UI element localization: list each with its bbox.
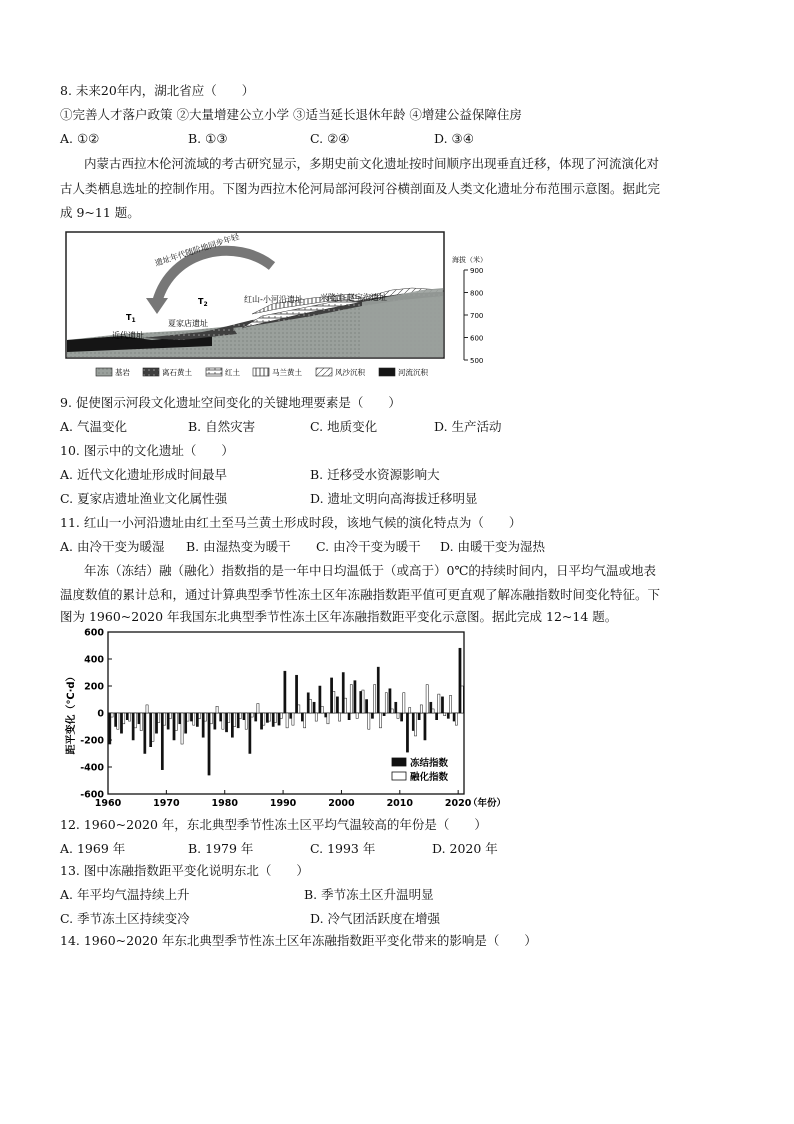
legend-label: 基岩: [115, 368, 130, 377]
altitude-ticks: [464, 267, 483, 365]
freeze-index-bar: [249, 713, 251, 754]
legend-swatch: [143, 368, 159, 376]
q13-option-a: A. 年平均气温持续上升: [60, 887, 190, 902]
x-tick-label: 1990: [269, 798, 297, 809]
freeze-index-bar: [266, 713, 268, 722]
y-tick-label: -200: [80, 735, 104, 747]
thaw-index-bar: [198, 713, 200, 718]
legend-swatch: [206, 368, 222, 376]
thaw-index-bar: [368, 713, 370, 729]
freeze-index-bar: [220, 713, 222, 721]
thaw-index-bar: [339, 713, 341, 721]
thaw-index-bar: [268, 713, 270, 721]
thaw-index-bar: [280, 713, 282, 718]
freeze-index-bar: [395, 702, 397, 713]
freeze-index-bar: [284, 671, 286, 713]
thaw-index-bar: [158, 713, 160, 722]
thaw-index-bar: [163, 713, 165, 725]
freeze-index-bar: [109, 713, 111, 744]
passage1-line2: 古人类栖息选址的控制作用。下图为西拉木伦河局部河段河谷横剖面及人类文化遗址分布范围示意图。据此完: [60, 181, 661, 196]
q8-stem: 8. 未来20年内，湖北省应（ ）: [60, 83, 255, 98]
thaw-index-bar: [257, 704, 259, 713]
y-tick-label: 0: [97, 708, 104, 720]
thaw-index-bar: [374, 685, 376, 713]
altitude-axis-title: 海拔（米）: [452, 256, 487, 264]
thaw-index-bar: [146, 705, 148, 713]
thaw-index-bar: [169, 713, 171, 718]
q13-option-d: D. 冷气团活跃度在增强: [310, 911, 441, 926]
thaw-index-bar: [111, 713, 113, 717]
freeze-index-bar: [278, 713, 280, 725]
thaw-index-bar: [304, 713, 306, 728]
q8-option-a: A. ①②: [60, 131, 100, 146]
thaw-index-bar: [117, 713, 119, 729]
thaw-index-bar: [327, 713, 329, 724]
q9-option-a: A. 气温变化: [60, 419, 127, 434]
chart-legend-label: 融化指数: [410, 772, 449, 783]
freeze-index-bar: [371, 713, 373, 718]
passage2-line2: 温度数值的累计总和，通过计算典型季节性冻土区年冻融指数距平值可更直观了解冻融指数时间变化特征。下: [60, 587, 661, 602]
freeze-index-bar: [383, 713, 385, 716]
x-tick-label: 1970: [153, 798, 180, 809]
y-tick-label: 600: [84, 627, 104, 639]
thaw-index-bar: [432, 709, 434, 713]
freeze-index-bar: [155, 713, 157, 733]
x-tick-label: 1980: [211, 798, 238, 809]
legend-swatch: [379, 368, 395, 376]
legend-swatch: [316, 368, 332, 376]
freeze-index-bar: [330, 678, 332, 713]
freeze-index-bar: [138, 713, 140, 724]
passage1-line1: 内蒙古西拉木伦河流域的考古研究显示，多期史前文化遗址按时间顺序出现垂直迁移，体现了河流演化对: [84, 156, 660, 171]
q9-option-c: C. 地质变化: [310, 419, 378, 434]
chart-legend-swatch: [392, 758, 406, 766]
thaw-index-bar: [216, 706, 218, 713]
freeze-index-bar: [260, 713, 262, 729]
freeze-index-bar: [424, 713, 426, 740]
freeze-index-bar: [453, 713, 455, 721]
freeze-index-bar: [214, 713, 216, 729]
freeze-index-bar: [313, 702, 315, 713]
passage2-line1: 年冻（冻结）融（融化）指数指的是一年中日均温低于（或高于）0℃的持续时间内，日平均气温或地表: [84, 563, 656, 578]
thaw-index-bar: [292, 713, 294, 725]
freeze-index-bar: [126, 713, 128, 720]
y-axis-label: 距平变化（℃·d）: [66, 671, 77, 755]
legend-label: 红土: [225, 368, 240, 377]
thaw-index-bar: [315, 713, 317, 721]
thaw-index-bar: [455, 713, 457, 725]
thaw-index-bar: [333, 691, 335, 713]
freeze-index-bar: [412, 713, 414, 731]
thaw-index-bar: [134, 713, 136, 728]
freeze-index-bar: [436, 713, 438, 720]
y-tick-label: 200: [84, 681, 104, 693]
freeze-index-bar: [401, 713, 403, 721]
altitude-tick-label: 600: [470, 334, 484, 343]
xiajiadian-site-label: 夏家店遗址: [168, 319, 208, 328]
freeze-index-bar: [202, 713, 204, 737]
q12-option-c: C. 1993 年: [310, 841, 376, 856]
freeze-index-bar: [120, 713, 122, 733]
thaw-index-bar: [251, 713, 253, 717]
q12-option-d: D. 2020 年: [432, 841, 498, 856]
x-tick-label: 2010: [386, 798, 414, 809]
thaw-index-bar: [449, 695, 451, 713]
freeze-index-bar: [255, 713, 257, 721]
freeze-index-bar: [301, 713, 303, 721]
thaw-index-bar: [309, 700, 311, 714]
freeze-index-bar: [173, 713, 175, 740]
legend-label: 风沙沉积: [335, 368, 365, 377]
freeze-index-bar: [342, 673, 344, 714]
q9-option-b: B. 自然灾害: [188, 419, 256, 434]
thaw-index-bar: [175, 713, 177, 731]
freeze-index-bar: [441, 697, 443, 713]
passage2-line3: 图为 1960~2020 年我国东北典型季节性冻土区年冻融指数距平变化示意图。据此完成 12~14 题。: [60, 609, 618, 624]
x-tick-label: 2000: [328, 798, 355, 809]
thaw-index-bar: [321, 706, 323, 713]
freeze-index-bar: [360, 691, 362, 713]
freeze-index-bar: [459, 648, 461, 713]
freeze-index-bar: [307, 693, 309, 713]
thaw-index-bar: [128, 713, 130, 721]
freeze-index-bar: [196, 713, 198, 727]
freeze-index-bar: [365, 700, 367, 714]
freeze-index-bar: [167, 713, 169, 729]
terrace-t1-label: $T_1$: [126, 313, 136, 324]
chart-legend-label: 冻结指数: [410, 758, 449, 769]
thaw-index-bar: [245, 713, 247, 729]
thaw-index-bar: [385, 693, 387, 713]
q10-option-c: C. 夏家店遗址渔业文化属性强: [60, 491, 228, 506]
freeze-index-bar: [290, 713, 292, 718]
y-tick-label: 400: [84, 654, 104, 666]
thaw-index-bar: [181, 713, 183, 744]
thaw-index-bar: [420, 705, 422, 713]
x-tick-label: 1960: [94, 798, 122, 809]
q14-stem: 14. 1960~2020 年东北典型季节性冻土区年冻融指数距平变化带来的影响是（ ）: [60, 933, 537, 948]
q13-stem: 13. 图中冻融指数距平变化说明东北（ ）: [60, 863, 309, 878]
q11-option-a: A. 由冷干变为暖湿: [60, 539, 165, 554]
freeze-index-bar: [389, 689, 391, 713]
altitude-tick-label: 700: [470, 312, 484, 320]
freeze-index-bar: [179, 713, 181, 724]
freeze-index-bar: [272, 713, 274, 727]
thaw-index-bar: [344, 698, 346, 713]
freeze-index-bar: [354, 681, 356, 713]
thaw-index-bar: [461, 686, 463, 713]
thaw-index-bar: [403, 693, 405, 713]
freeze-index-bar: [243, 713, 245, 720]
q10-option-a: A. 近代文化遗址形成时间最早: [60, 467, 227, 482]
terrace-t2-label: $T_2$: [198, 297, 208, 308]
thaw-index-bar: [123, 713, 125, 724]
q9-option-d: D. 生产活动: [434, 419, 502, 434]
q10-option-b: B. 迁移受水资源影响大: [310, 467, 440, 482]
freeze-index-bar: [406, 713, 408, 752]
q10-option-d: D. 遗址文明向高海拔迁移明显: [310, 491, 478, 506]
thaw-index-bar: [239, 713, 241, 718]
hongshan-site-label: 红山-小河沿遗址: [244, 295, 303, 304]
freeze-index-bar: [231, 713, 233, 737]
legend-label: 马兰黄土: [272, 368, 302, 377]
x-axis-label: （年份）: [468, 798, 507, 809]
altitude-tick-label: 800: [470, 289, 484, 298]
q10-stem: 10. 图示中的文化遗址（ ）: [60, 443, 234, 458]
thaw-index-bar: [438, 694, 440, 713]
freeze-index-bar: [208, 713, 210, 775]
freeze-index-bar: [185, 713, 187, 733]
legend-swatch: [253, 368, 269, 376]
thaw-index-bar: [286, 713, 288, 728]
y-tick-label: -600: [80, 789, 104, 801]
altitude-tick-label: 500: [470, 357, 484, 365]
freeze-index-bar: [377, 667, 379, 713]
xinglongwa-site-label: 兴隆洼-赵宝沟遗址: [320, 293, 387, 302]
thaw-index-bar: [397, 713, 399, 718]
q8-items: ①完善人才落户政策 ②大量增建公立小学 ③适当延长退休年龄 ④增建公益保障住房: [60, 107, 522, 122]
thaw-index-bar: [298, 705, 300, 713]
q9-stem: 9. 促使图示河段文化遗址空间变化的关键地理要素是（ ）: [60, 395, 401, 410]
thaw-index-bar: [222, 713, 224, 729]
q11-option-d: D. 由暖干变为湿热: [440, 539, 546, 554]
thaw-index-bar: [187, 713, 189, 721]
legend-label: 河流沉积: [398, 368, 428, 377]
freeze-index-bar: [430, 702, 432, 713]
thaw-index-bar: [233, 713, 235, 727]
thaw-index-bar: [444, 713, 446, 716]
valley-cross-section-diagram: [62, 228, 502, 388]
legend-label: 离石黄土: [162, 368, 192, 377]
q13-option-c: C. 季节冻土区持续变冷: [60, 911, 190, 926]
chart-legend-swatch: [392, 772, 406, 780]
freeze-index-bar: [161, 713, 163, 770]
q13-option-b: B. 季节冻土区升温明显: [304, 887, 434, 902]
freeze-index-bar: [447, 713, 449, 718]
thaw-index-bar: [228, 713, 230, 722]
freeze-index-bar: [336, 697, 338, 713]
freeze-index-bar: [144, 713, 146, 754]
thaw-index-bar: [409, 708, 411, 713]
freeze-index-bar: [295, 675, 297, 713]
thaw-index-bar: [193, 713, 195, 725]
freeze-index-bar: [325, 713, 327, 717]
q11-stem: 11. 红山一小河沿遗址由红土至马兰黄土形成时段，该地气候的演化特点为（ ）: [60, 515, 522, 530]
diagram-legend: [96, 367, 428, 377]
modern-site-label: 近代遗址: [112, 331, 144, 340]
thaw-index-bar: [204, 713, 206, 721]
y-tick-label: -400: [80, 762, 104, 774]
freeze-index-bar: [319, 686, 321, 713]
q8-option-b: B. ①③: [188, 131, 228, 146]
freeze-index-bar: [418, 713, 420, 720]
q12-option-a: A. 1969 年: [60, 841, 126, 856]
thaw-index-bar: [263, 713, 265, 725]
freeze-index-bar: [115, 713, 117, 727]
thaw-index-bar: [274, 713, 276, 722]
q12-option-b: B. 1979 年: [188, 841, 254, 856]
q8-option-d: D. ③④: [434, 131, 474, 146]
arrow-label: 遗址年代随阶地同步年轻: [153, 232, 241, 268]
freeze-index-bar: [348, 713, 350, 720]
q12-stem: 12. 1960~2020 年，东北典型季节性冻土区平均气温较高的年份是（ ）: [60, 817, 487, 832]
freeze-index-bar: [150, 713, 152, 747]
legend-swatch: [96, 368, 112, 376]
thaw-index-bar: [391, 709, 393, 713]
thaw-index-bar: [356, 713, 358, 718]
freeze-index-bar: [237, 713, 239, 728]
q11-option-b: B. 由湿热变为暖干: [186, 539, 291, 554]
q11-option-c: C. 由冷干变为暖干: [316, 539, 421, 554]
thaw-index-bar: [210, 713, 212, 724]
thaw-index-bar: [152, 713, 154, 741]
freeze-index-bar: [132, 713, 134, 740]
freeze-index-bar: [190, 713, 192, 721]
freeze-thaw-index-chart: [62, 624, 512, 812]
q8-option-c: C. ②④: [310, 131, 350, 146]
thaw-index-bar: [140, 713, 142, 731]
thaw-index-bar: [414, 713, 416, 736]
thaw-index-bar: [426, 685, 428, 713]
thaw-index-bar: [379, 713, 381, 728]
passage1-line3: 成 9~11 题。: [60, 205, 140, 220]
x-tick-label: 2020: [444, 798, 472, 809]
thaw-index-bar: [362, 690, 364, 713]
freeze-index-bar: [225, 713, 227, 732]
altitude-tick-label: 900: [470, 267, 484, 275]
thaw-index-bar: [350, 685, 352, 713]
